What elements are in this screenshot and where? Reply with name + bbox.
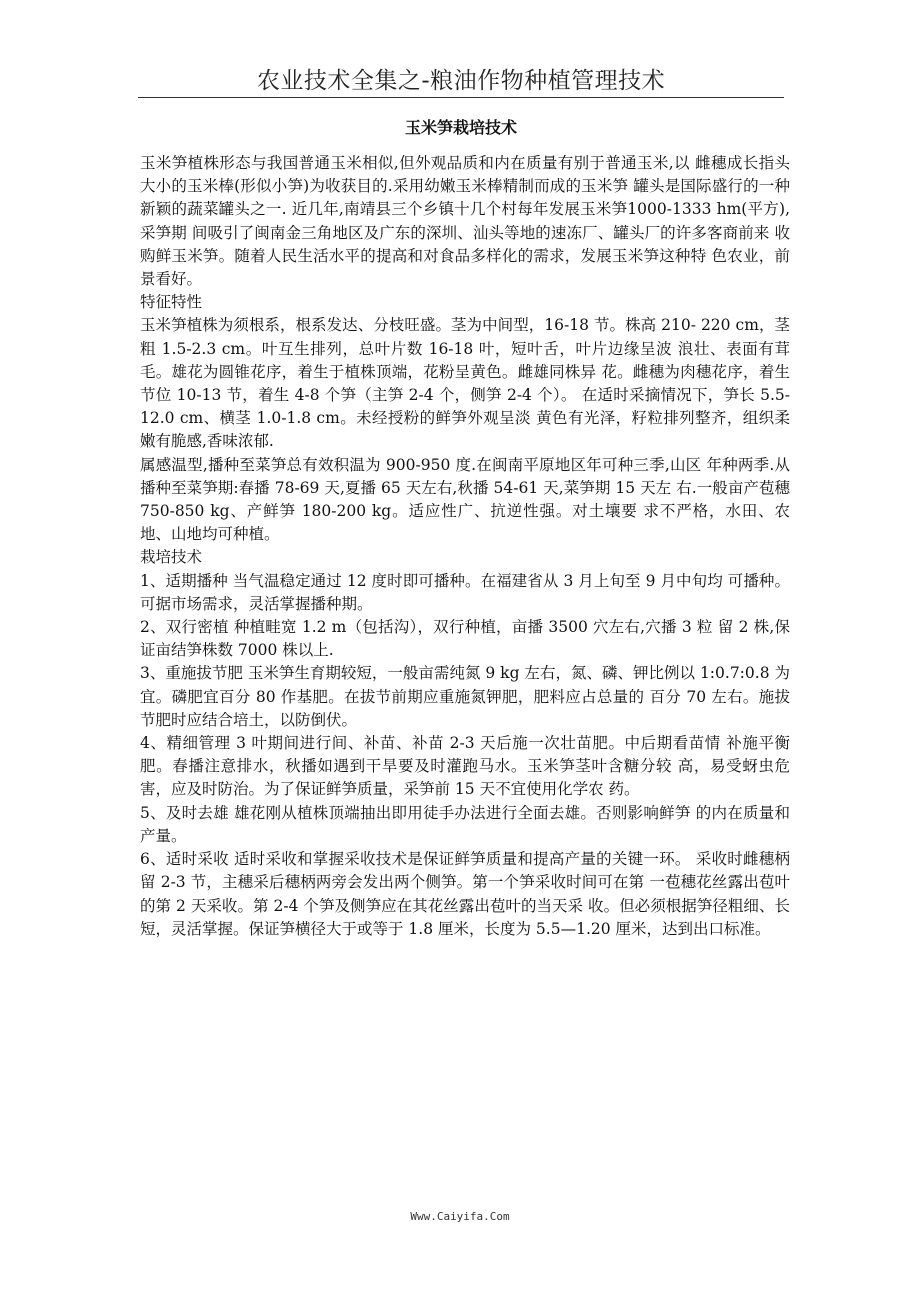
header-rule (138, 97, 784, 98)
paragraph-step-5: 5、及时去雄 雄花刚从植株顶端抽出即用徒手办法进行全面去雄。否则影响鲜笋 的内在质量和产量。 (140, 803, 790, 845)
document-body (140, 152, 790, 941)
document-title: 玉米笋栽培技术 (404, 118, 517, 137)
paragraph-intro: 玉米笋植株形态与我国普通玉米相似,但外观品质和内在质量有别于普通玉米,以 雌穗成长指头大小的玉米棒(形似小笋)为收获目的.采用幼嫩玉米棒精制而成的玉米笋 罐头是国际盛行的一种新颖的蔬菜罐头之一. 近几年,南靖县三个乡镇十几个村每年发展玉米笋1000-1333 hm(平方),采笋期 间吸引了闽南金三角地区及广东的深圳、汕头等地的速冻厂、罐头厂的许多客商前来 收购鲜玉米笋。随着人民生活水平的提高和对食品多样化的需求，发展玉米笋这种特 色农业，前景看好。 (140, 154, 790, 289)
paragraph-step-2: 2、双行密植 种植畦宽 1.2 m（包括沟），双行种植，亩播 3500 穴左右,穴播 3 粒 留 2 株,保证亩结笋株数 7000 株以上. (140, 618, 790, 660)
paragraph-step-6: 6、适时采收 适时采收和掌握采收技术是保证鲜笋质量和提高产量的关键一环。 采收时雌穗柄留 2-3 节，主穗采后穗柄两旁会发出两个侧笋。第一个笋采收时间可在第 一苞穗花丝露出苞叶的第 2 天采收。第 2-4 个笋及侧笋应在其花丝露出苞叶的当天采 收。但必须根据笋径粗细、长短，灵活掌握。保证笋横径大于或等于 1.8 厘米，长度为 5.5—1.20 厘米，达到出口标准。 (140, 850, 790, 938)
paragraph-plant-traits: 玉米笋植株为须根系，根系发达、分枝旺盛。茎为中间型，16-18 节。株高 210- 220 cm，茎粗 1.5-2.3 cm。叶互生排列，总叶片数 16-18 叶，短叶舌，叶片边缘呈波 浪壮、表面有茸毛。雄花为圆锥花序，着生于植株顶端，花粉呈黄色。雌雄同株异 花。雌穗为肉穗花序，着生节位 10-13 节，着生 4-8 个笋（主笋 2-4 个，侧笋 2-4 个）。 在适时采摘情况下，笋长 5.5-12.0 cm、横茎 1.0-1.8 cm。未经授粉的鲜笋外观呈淡 黄色有光泽，籽粒排列整齐，组织柔嫩有脆感,香味浓郁. (140, 316, 790, 451)
footer-url: Www.Caiyifa.Com (410, 1210, 510, 1223)
paragraph-step-1: 1、适期播种 当气温稳定通过 12 度时即可播种。在福建省从 3 月上旬至 9 月中旬均 可播种。可据市场需求，灵活掌握播种期。 (140, 571, 790, 613)
paragraph-step-4: 4、精细管理 3 叶期间进行间、补苗、补苗 2-3 天后施一次壮苗肥。中后期看苗情 补施平衡肥。春播注意排水，秋播如遇到干旱要及时灌跑马水。玉米笋茎叶含糖分较 高，易受蚜虫危害，应及时防治。为了保证鲜笋质量，采笋前 15 天不宜使用化学农 药。 (140, 734, 790, 799)
paragraph-growth-type: 属感温型,播种至菜笋总有效积温为 900-950 度.在闽南平原地区年可种三季,山区 年种两季.从播种至菜笋期:春播 78-69 天,夏播 65 天左右,秋播 54-61 天,菜笋期 15 天左 右.一般亩产苞穗 750-850 kg、产鲜笋 180-200 kg。适应性广、抗逆性强。对土壤要 求不严格，水田、农地、山地均可种植。 (140, 455, 790, 544)
paragraph-step-3: 3、重施拔节肥 玉米笋生育期较短，一般亩需纯氮 9 kg 左右，氮、磷、钾比例以 1:0.7:0.8 为宜。磷肥宜百分 80 作基肥。在拔节前期应重施氮钾肥，肥料应占总量的 百分 70 左右。施拔节肥时应结合培土，以防倒伏。 (140, 664, 790, 729)
page-header: 农业技术全集之-粮油作物种植管理技术 (256, 68, 666, 94)
section-heading-cultivation: 栽培技术 (140, 548, 203, 567)
section-heading-characteristics: 特征特性 (140, 293, 203, 312)
